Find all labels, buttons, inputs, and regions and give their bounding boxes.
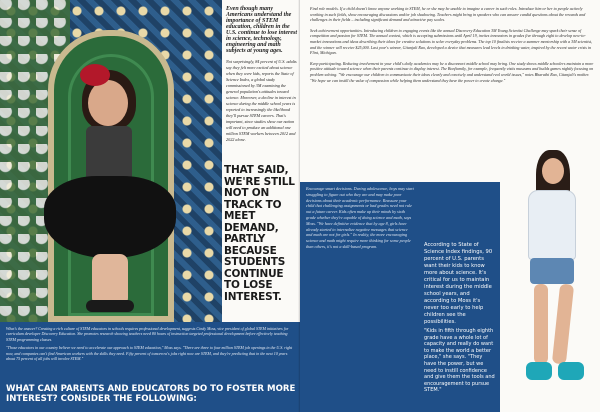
tips-column: [310, 6, 595, 88]
girl-face: [88, 80, 128, 126]
intro-column: [226, 6, 298, 148]
stat-callout: According to State of Science Index findings, 90 percent of U.S. parents want their kids to know more about science. It's critical for us to maintain interest during the middle school years, and according to Moss it's never too early to help children see the possibilities.: [424, 242, 493, 325]
white-tshirt: [528, 190, 576, 260]
denim-shorts: [530, 258, 574, 284]
right-leg: [552, 283, 574, 364]
band-text: [6, 326, 296, 364]
left-leg: [534, 284, 548, 364]
girl-legs: [92, 254, 128, 306]
girl-face: [542, 158, 564, 184]
intro-paragraph-1: Even though many Americans understand the importance of STEM education, children in the U.S. continue to lose interest in science, technology, engineering and math subjects at young ages.: [226, 6, 298, 54]
section-heading: WHAT CAN PARENTS AND EDUCATORS DO TO FOSTER MORE INTEREST? CONSIDER THE FOLLOWING:: [6, 384, 296, 404]
girl-top: [86, 126, 132, 182]
right-page: [300, 0, 600, 412]
left-sneaker: [526, 362, 552, 380]
band-paragraph-2: "Those educators in our country believe we need to accelerate our approach to STEM education," Moss says. "There are three to four million STEM job openings in the U.S. right now, and companies can't find American workers with the skills they need. Fifty percent of tomorrow's jobs right now are STEM, and they're predicting that in the next 10 years about 75 percent of all jobs will involve STEM.": [6, 345, 293, 362]
tip-smart-decisions: Encourage smart decisions. During adolescence, boys may start struggling to figure out who they are and may make poor decisions about their academic performance. Reassure your child that challenging assignments or bad grades need not rule out a future career. Kids often make up their minds by sixth grade whether they're capable of doing science and math, says Moss. "We have definitive evidence that by age 8, girls have already started to internalize negative messages that science and math are not for girls." In reality, the more encouraging science and math might require more thinking for some people than others, it's not a skill-based program.: [306, 186, 414, 249]
tip-role-models: Find role models. If a child doesn't know anyone working in STEM, he or she may be unable to imagine a career in such roles. Introduce him or her to people actively working in such fields, show encouraging discussions and/or job shadowing. Teachers might bring in speakers who can answer candid questions about the rewards and challenges in their fields – including significant demand and attractive pay scales.: [310, 6, 586, 23]
right-sneaker: [558, 362, 584, 380]
black-tutu-skirt: [44, 176, 176, 258]
tip-keep-participating: Keep participating. Reducing involvement in your child's daily academics may be a disconnect middle school may bring. One study shows middle schoolers maintain a more positive attitude toward science when their parents continue to display interest. The Bonfiamily, for example, frequently visits museums and builds games nightly focusing on problem solving. "We encourage our children to communicate their ideas clearly and concisely and understand real world issues," notes Bharathi Rao, Gitanjali's mother. "We hope we can instill the value of compassion while helping them understand they have the power to create change.": [310, 60, 594, 83]
red-hair-bow: [80, 64, 110, 86]
intro-paragraph-2: Not surprisingly, 84 percent of U.S. adults say they felt more excited about science when they were kids, reports the State of Science Index, a global study commissioned by 3M examining the general population's attitudes toward science. Moreover, a decline in interest in science during the middle school years is reported to increasingly the likelihood they'll pursue STEM careers. That's important, since studies show our nation will need to produce an additional one million STEM workers between 2012 and 2022 alone.: [226, 59, 297, 142]
girl-shoes: [86, 300, 134, 312]
tip-achievement: Seek achievement opportunities. Introducing children to engaging events like the annual Discovery Education 3M Young Scientist Challenge may spark their sense of competition and passion for STEM. The annual contest, which is accepting submissions until April 19, invites innovators in grades five through eight to develop new-to-market innovations and ideas describing their ideas for creative solutions to solve everyday problems. The top 10 finalists receive a summer mentorship with a 3M scientist, and the winner will receive $25,000. Last year's winner, Gitanjali Rao, developed a device that measures lead levels in drinking water, inspired by the recent water crisis in Flint, Michigan.: [310, 27, 593, 56]
pull-quote: THAT SAID, WE'RE STILL NOT ON TRACK TO MEET DEMAND, PARTLY BECAUSE STUDENTS CONTINUE TO LOSE INTEREST.: [224, 164, 295, 303]
band-paragraph-1: What's the answer? Creating a rich culture of STEM educators in schools requires professional development, suggests Cindy Moss, vice president of global STEM initiatives for curriculum developer Discovery Education. She promotes research showing teachers need 80 hours of instruction targeted professional development before effectively teaching STEM programming classes.: [6, 326, 289, 342]
girl-in-doorway-photo: [0, 0, 222, 322]
girl-standing-photo: [500, 140, 600, 412]
moss-quote: "Kids in fifth through eighth grade have a whole lot of capacity and really do want to make the world a better place," she says. "They have the power, but we need to instill confidence and give them the tools and encouragement to pursue STEM.": [424, 328, 495, 394]
